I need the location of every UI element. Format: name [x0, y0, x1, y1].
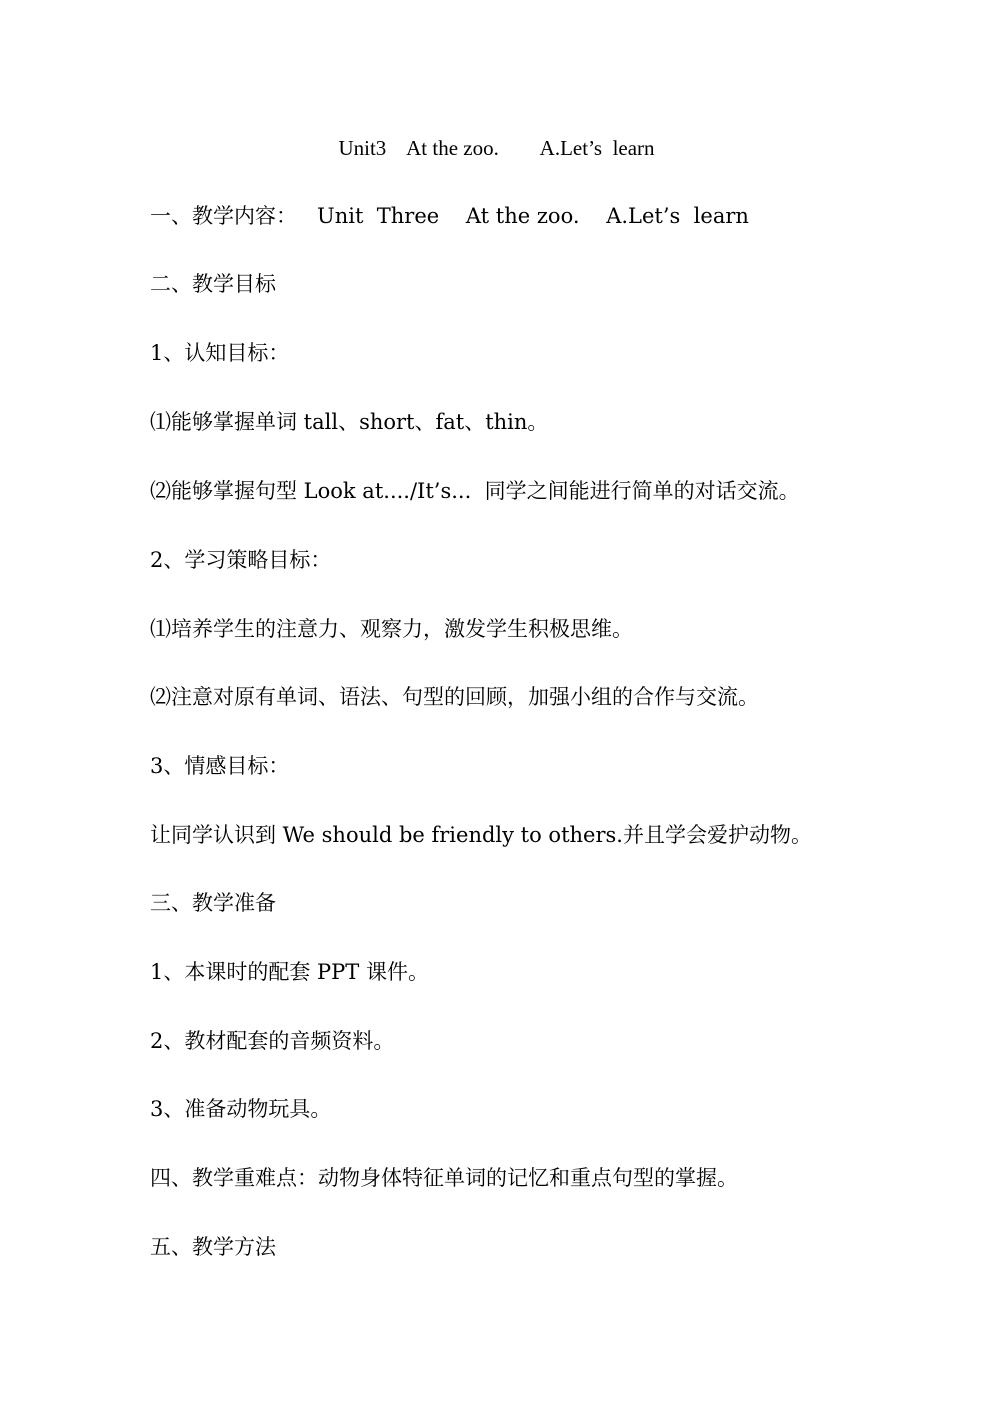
strategy-goals-heading: 2、学习策略目标：: [150, 548, 332, 572]
strategy-goal-item-2: ⑵注意对原有单词、语法、句型的回顾，加强小组的合作与交流。: [150, 685, 759, 709]
teaching-methods-heading: 五、教学方法: [150, 1235, 276, 1259]
teaching-goals-heading: 二、教学目标: [150, 272, 276, 296]
cognitive-goal-item-2: ⑵能够掌握句型 Look at..../It’s... 同学之间能进行简单的对话交流。: [150, 479, 800, 503]
strategy-goal-item-1: ⑴培养学生的注意力、观察力，激发学生积极思维。: [150, 617, 633, 641]
teaching-preparation-heading: 三、教学准备: [150, 891, 276, 915]
key-difficulties-heading: 四、教学重难点：动物身体特征单词的记忆和重点句型的掌握。: [150, 1166, 738, 1190]
emotional-goal-text: 让同学认识到 We should be friendly to others.并且学会爱护动物。: [150, 823, 812, 847]
emotional-goals-heading: 3、情感目标：: [150, 754, 290, 778]
document-title: Unit3 At the zoo. A.Let’s learn: [338, 136, 655, 160]
preparation-item-2: 2、教材配套的音频资料。: [150, 1029, 395, 1053]
cognitive-goal-item-1: ⑴能够掌握单词 tall、short、fat、thin。: [150, 410, 549, 434]
teaching-content-heading: 一、教学内容： Unit Three At the zoo. A.Let’s learn: [150, 204, 749, 228]
preparation-item-3: 3、准备动物玩具。: [150, 1097, 332, 1121]
cognitive-goals-heading: 1、认知目标：: [150, 341, 290, 365]
preparation-item-1: 1、本课时的配套 PPT 课件。: [150, 960, 429, 984]
